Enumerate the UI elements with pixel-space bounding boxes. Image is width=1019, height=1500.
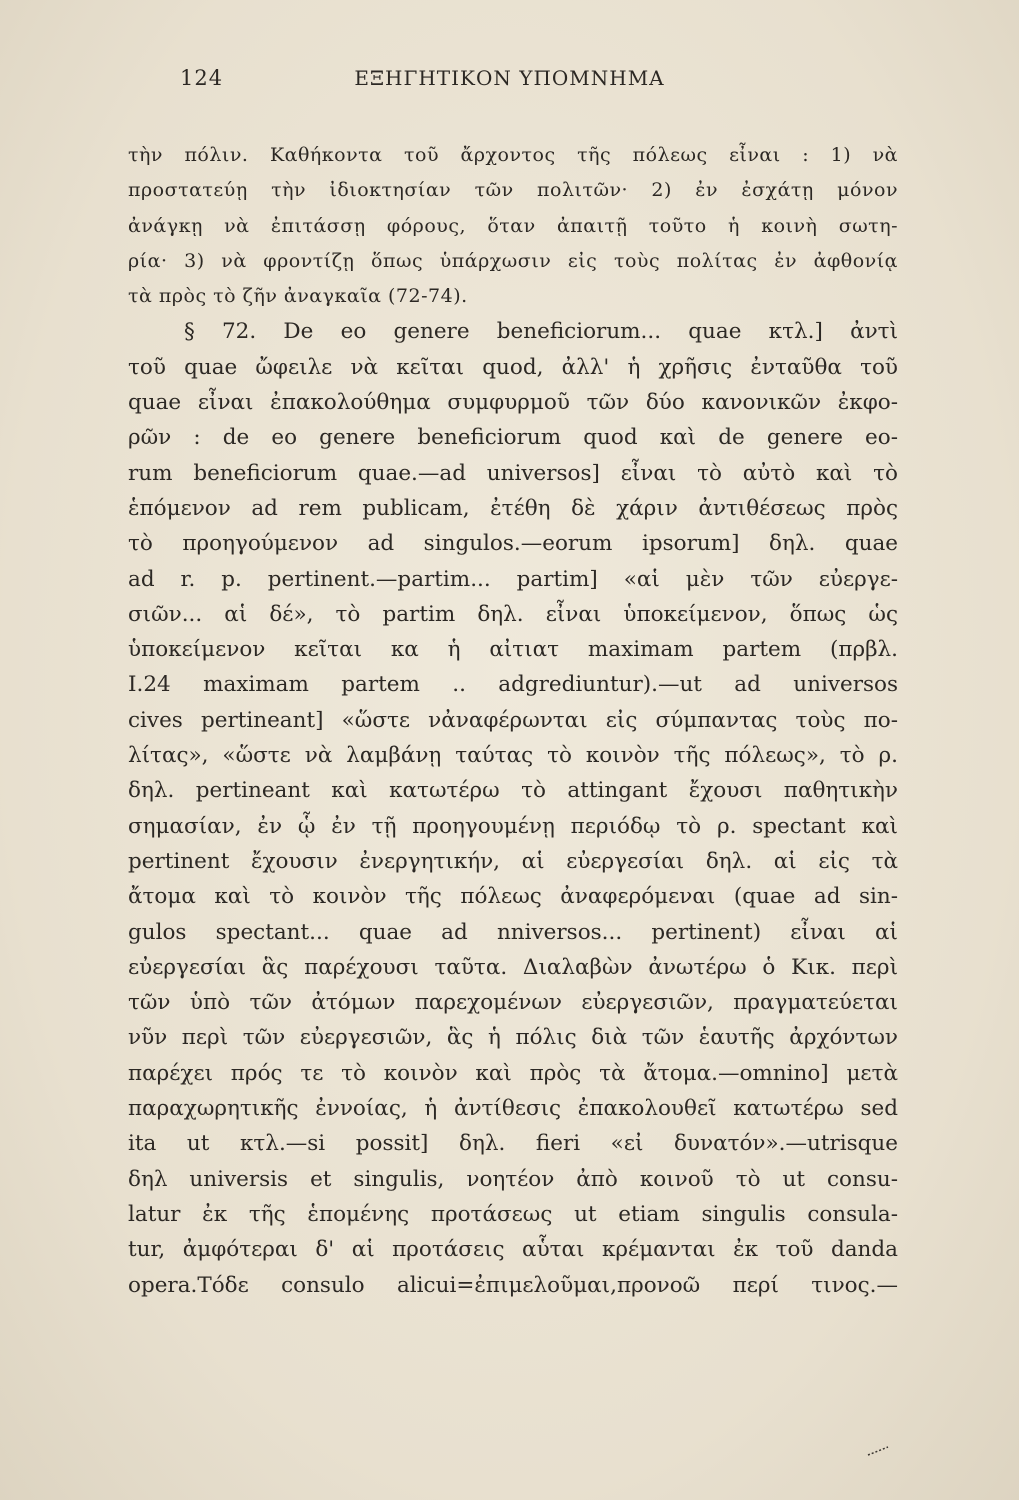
text-line: εὐεργεσίαι ἃς παρέχουσι ταῦτα. Διαλαβὼν ἀνωτέρω ὁ Κικ. περὶ — [128, 954, 898, 980]
text-line: τὰ πρὸς τὸ ζῆν ἀναγκαῖα (72-74). — [128, 285, 468, 308]
text-line: ρία· 3) νὰ φροντίζῃ ὅπως ὑπάρχωσιν εἰς τοὺς πολίτας ἐν ἀφθονίᾳ — [128, 249, 898, 272]
text-line: pertinent ἔχουσιν ἐνεργητικήν, αἱ εὐεργεσίαι δηλ. αἱ εἰς τὰ — [128, 848, 898, 874]
running-title: ΕΞΗΓΗΤΙΚΟΝ ΥΠΟΜΝΗΜΑ — [354, 66, 665, 90]
text-line: παρέχει πρός τε τὸ κοινὸν καὶ πρὸς τὰ ἄτομα.—omnino] μετὰ — [128, 1060, 898, 1086]
text-line: λίτας», «ὥστε νὰ λαμβάνῃ ταύτας τὸ κοινὸν τῆς πόλεως», τὸ ρ. — [128, 743, 898, 769]
text-line: ita ut κτλ.—si possit] δηλ. fieri «εἰ δυνατόν».—utrisque — [128, 1131, 898, 1157]
page-header — [0, 66, 1019, 100]
text-line: I.24 maximam partem .. adgrediuntur).—ut ad universos — [128, 672, 898, 698]
text-line: ἄτομα καὶ τὸ κοινὸν τῆς πόλεως ἀναφερόμεναι (quae ad sin- — [128, 884, 898, 910]
text-line: latur ἐκ τῆς ἑπομένης προτάσεως ut etiam singulis consula- — [128, 1201, 898, 1227]
text-line: παραχωρητικῆς ἐννοίας, ἡ ἀντίθεσις ἐπακολουθεῖ κατωτέρω sed — [128, 1096, 898, 1122]
text-line: δηλ universis et singulis, νοητέον ἀπὸ κοινοῦ τὸ ut consu- — [128, 1166, 898, 1192]
text-line: ἑπόμενον ad rem publicam, ἐτέθη δὲ χάριν ἀντιθέσεως πρὸς — [128, 495, 898, 521]
text-line: rum beneficiorum quae.—ad universos] εἶναι τὸ αὐτὸ καὶ τὸ — [128, 460, 898, 486]
text-line: ἀνάγκῃ νὰ ἐπιτάσσῃ φόρους, ὅταν ἀπαιτῇ τοῦτο ἡ κοινὴ σωτη- — [128, 214, 898, 237]
commentary-text — [128, 138, 898, 1303]
section-heading-line: § 72. De eo genere beneficiorum... quae κτλ.] ἀντὶ — [184, 319, 898, 345]
text-line: ρῶν : de eo genere beneficiorum quod καὶ de genere eo- — [128, 425, 898, 451]
text-line: gulos spectant... quae ad nniversos... pertinent) εἶναι αἱ — [128, 919, 898, 945]
catchword-mark — [866, 1445, 890, 1457]
text-line: cives pertineant] «ὥστε νἀναφέρωνται εἰς σύμπαντας τοὺς πο- — [128, 707, 898, 733]
page-number: 124 — [180, 66, 224, 90]
text-line: δηλ. pertineant καὶ κατωτέρω τὸ attingant ἔχουσι παθητικὴν — [128, 778, 898, 804]
text-line: προστατεύῃ τὴν ἰδιοκτησίαν τῶν πολιτῶν· 2) ἐν ἐσχάτῃ μόνον — [128, 179, 898, 202]
text-line: τῶν ὑπὸ τῶν ἀτόμων παρεχομένων εὐεργεσιῶν, πραγματεύεται — [128, 990, 898, 1016]
text-line: σιῶν... αἱ δέ», τὸ partim δηλ. εἶναι ὑποκείμενον, ὅπως ὡς — [128, 601, 898, 627]
text-line: ὑποκείμενον κεῖται κα ἡ αἰτιατ maximam partem (πρβλ. — [128, 637, 898, 663]
text-line: tur, ἀμφότεραι δ' αἱ προτάσεις αὗται κρέμανται ἐκ τοῦ danda — [128, 1237, 898, 1263]
text-line: τὴν πόλιν. Καθήκοντα τοῦ ἄρχοντος τῆς πόλεως εἶναι : 1) νὰ — [128, 144, 898, 166]
text-line: νῦν περὶ τῶν εὐεργεσιῶν, ἃς ἡ πόλις διὰ τῶν ἑαυτῆς ἀρχόντων — [128, 1025, 898, 1051]
text-line: opera.Τόδε consulo alicui=ἐπιμελοῦμαι,προνοῶ περί τινος.— — [128, 1272, 898, 1298]
text-line: τοῦ quae ὤφειλε νὰ κεῖται quod, ἀλλ' ἡ χρῆσις ἐνταῦθα τοῦ — [128, 354, 898, 380]
text-line: σημασίαν, ἐν ᾧ ἐν τῇ προηγουμένῃ περιόδῳ τὸ ρ. spectant καὶ — [128, 813, 898, 839]
text-line: τὸ προηγούμενον ad singulos.—eorum ipsorum] δηλ. quae — [128, 531, 898, 557]
text-line: ad r. p. pertinent.—partim... partim] «αἱ μὲν τῶν εὐεργε- — [128, 566, 898, 592]
text-line: quae εἶναι ἐπακολούθημα συμφυρμοῦ τῶν δύο κανονικῶν ἐκφο- — [128, 390, 898, 416]
